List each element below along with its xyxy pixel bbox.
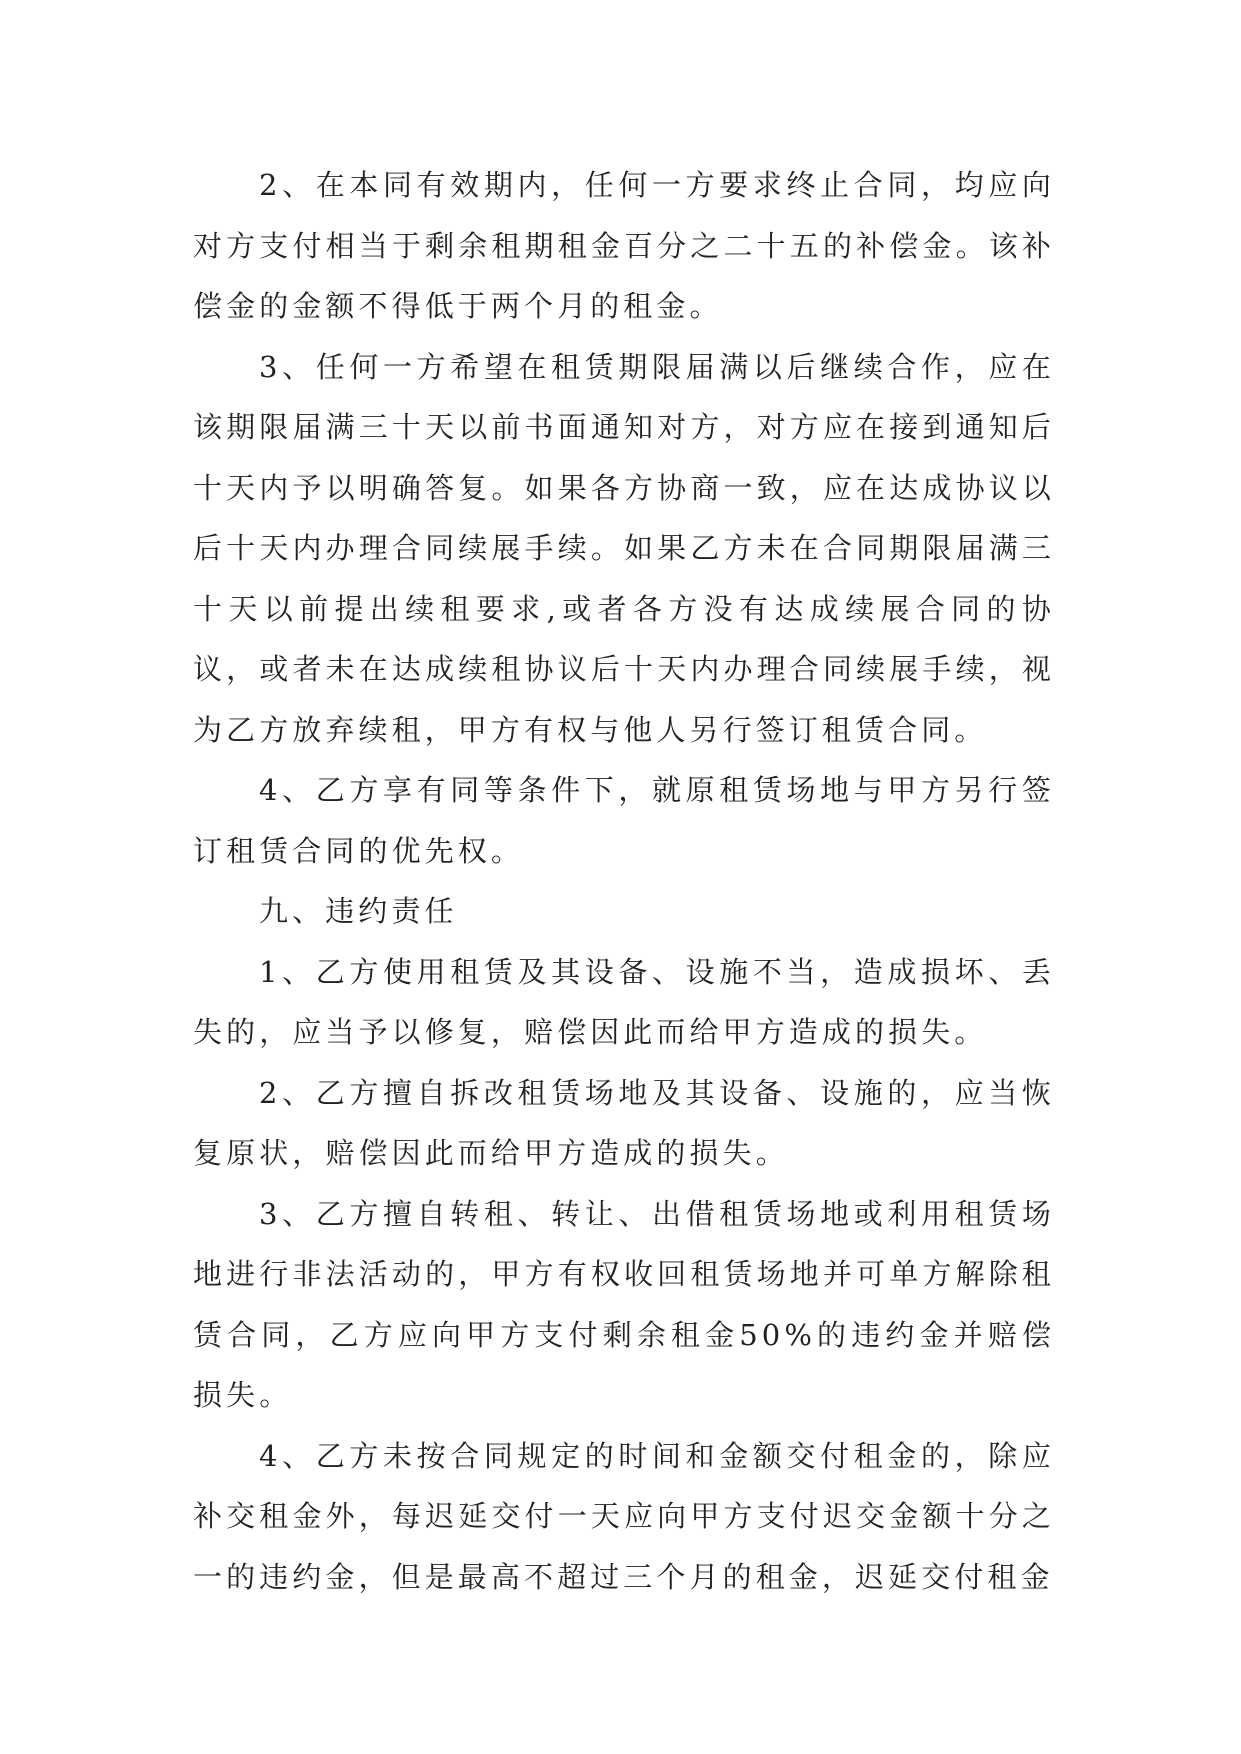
clause-9-2-paragraph: 2、乙方擅自拆改租赁场地及其设备、设施的，应当恢复原状，赔偿因此而给甲方造成的损失。 [193, 1075, 1055, 1170]
clause-9-3-paragraph: 3、乙方擅自转租、转让、出借租赁场地或利用租赁场地进行非法活动的，甲方有权收回租赁场地并可单方解除租赁合同，乙方应向甲方支付剩余租金50%的违约金并赔偿损失。 [193, 1196, 1055, 1412]
clause-8-3-paragraph: 3、任何一方希望在租赁期限届满以后继续合作，应在该期限届满三十天以前书面通知对方，对方应在接到通知后十天内予以明确答复。如果各方协商一致，应在达成协议以后十天内办理合同续展手续。如果乙方未在合同期限届满三十天以前提出续租要求,或者各方没有达成续展合同的协议，或者未在达成续租协议后十天内办理合同续展手续，视为乙方放弃续租，甲方有权与他人另行签订租赁合同。 [193, 349, 1055, 747]
section-heading-breach-liability: 九、违约责任 [259, 894, 458, 928]
document-body [193, 155, 1055, 1607]
clause-8-2-paragraph: 2、在本同有效期内，任何一方要求终止合同，均应向对方支付相当于剩余租期租金百分之二十五的补偿金。该补偿金的金额不得低于两个月的租金。 [193, 168, 1055, 323]
clause-9-1-paragraph: 1、乙方使用租赁及其设备、设施不当，造成损坏、丢失的，应当予以修复，赔偿因此而给甲方造成的损失。 [193, 954, 1055, 1049]
clause-8-4-paragraph: 4、乙方享有同等条件下，就原租赁场地与甲方另行签订租赁合同的优先权。 [193, 773, 1055, 868]
clause-9-4-paragraph: 4、乙方未按合同规定的时间和金额交付租金的，除应补交租金外，每迟延交付一天应向甲方支付迟交金额十分之一的违约金，但是最高不超过三个月的租金，迟延交付租金 [193, 1438, 1055, 1594]
